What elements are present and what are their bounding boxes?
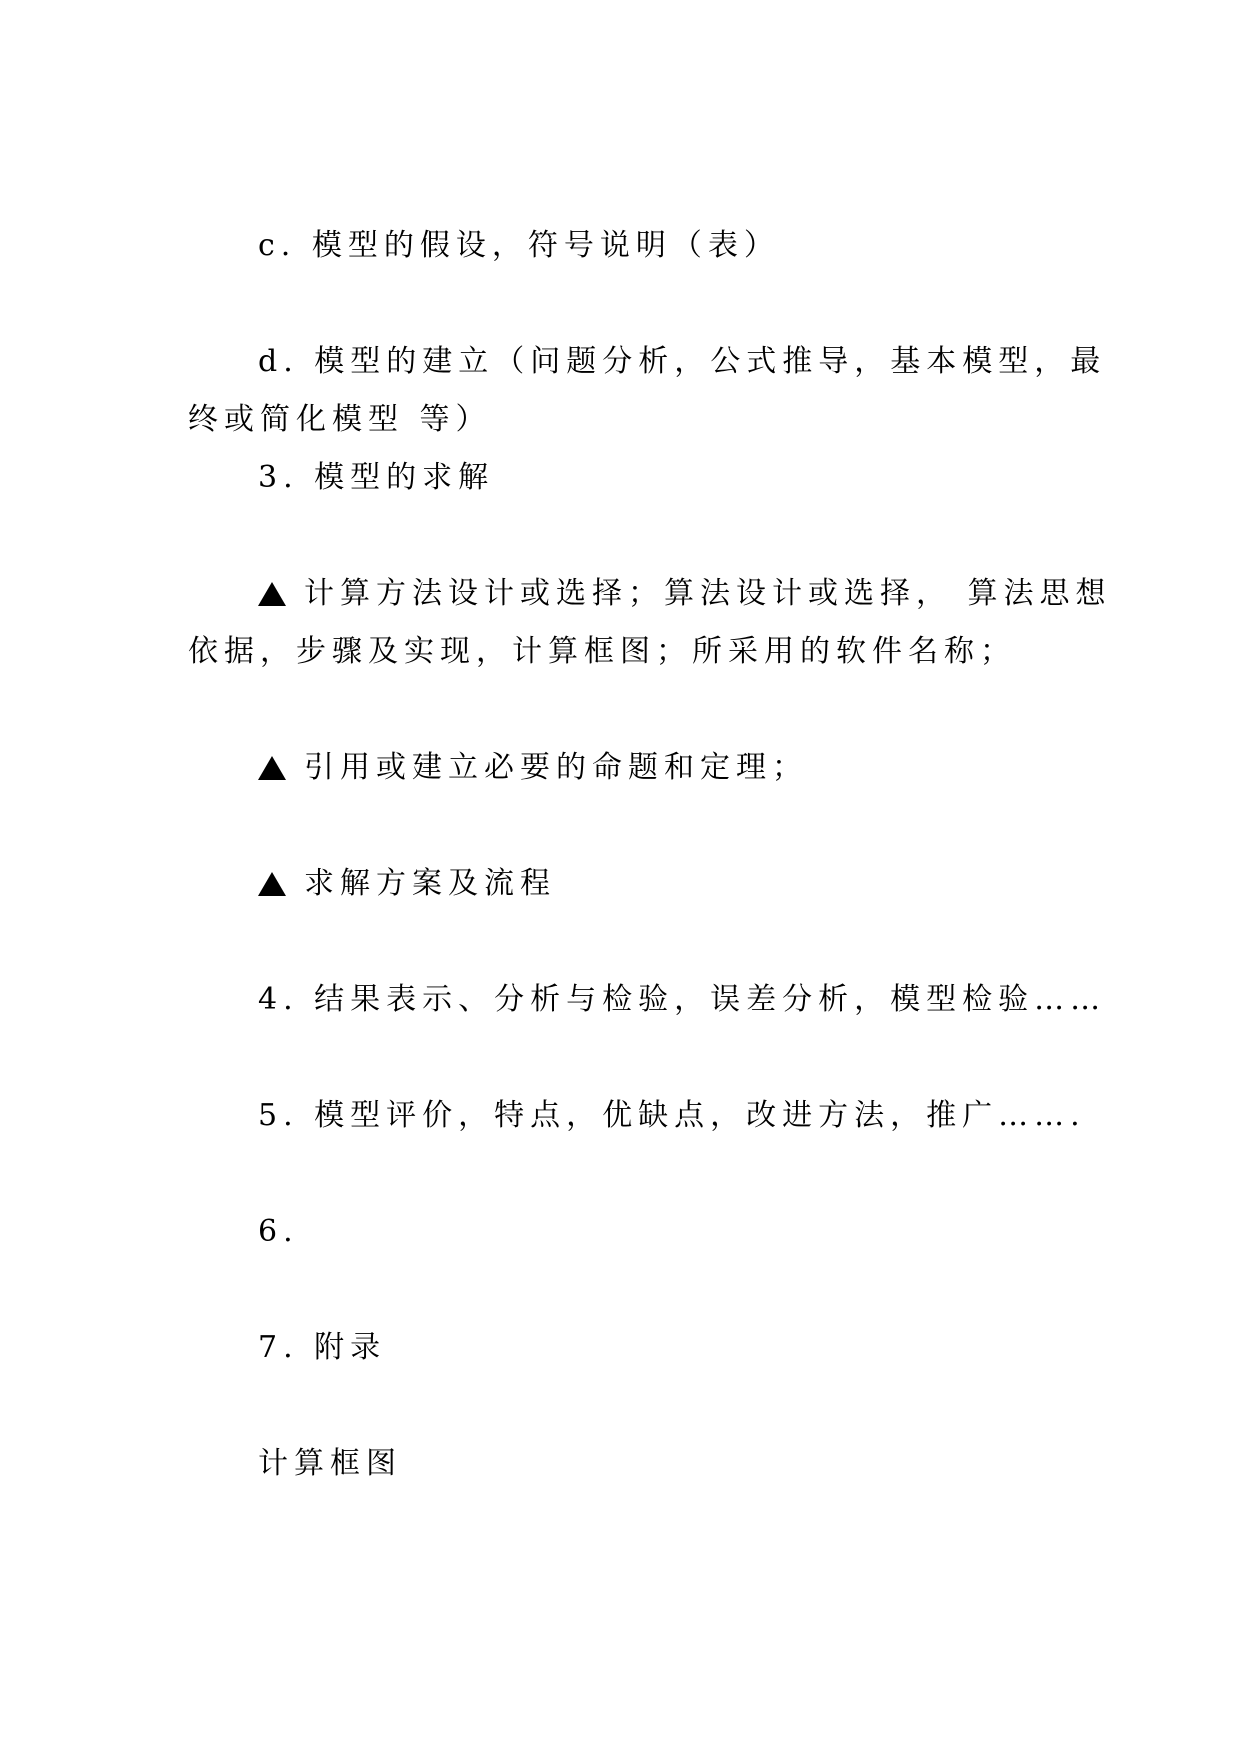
- section-5-evaluation: 5. 模型评价，特点，优缺点，改进方法，推广…….: [258, 1098, 1086, 1133]
- bullet-item-solution-plan-text: 求解方案及流程: [304, 866, 556, 901]
- bullet-triangle-icon: [258, 582, 286, 606]
- bullet-triangle-icon: [258, 756, 286, 780]
- section-3-model-solving: 3. 模型的求解: [258, 460, 495, 495]
- bullet-item-propositions-text: 引用或建立必要的命题和定理；: [304, 750, 808, 785]
- flowchart-heading: 计算框图: [258, 1446, 402, 1481]
- item-d-model-building-line2: 终或简化模型 等）: [188, 402, 492, 437]
- item-d-model-building-line1: d. 模型的建立（问题分析，公式推导，基本模型，最: [258, 344, 1107, 379]
- section-6: 6.: [258, 1214, 299, 1249]
- bullet-item-solution-plan: [258, 864, 556, 904]
- bullet-item-algorithm-text-line1: 计算方法设计或选择；算法设计或选择， 算法思想: [304, 576, 1112, 611]
- item-c-assumptions: c. 模型的假设，符号说明（表）: [258, 228, 780, 263]
- bullet-item-algorithm: [258, 574, 1112, 614]
- section-4-results: 4. 结果表示、分析与检验，误差分析，模型检验……: [258, 982, 1107, 1017]
- bullet-item-algorithm-text-line2: 依据，步骤及实现，计算框图；所采用的软件名称；: [188, 634, 1016, 669]
- bullet-triangle-icon: [258, 872, 286, 896]
- section-7-appendix: 7. 附录: [258, 1330, 387, 1365]
- bullet-item-propositions: [258, 748, 808, 788]
